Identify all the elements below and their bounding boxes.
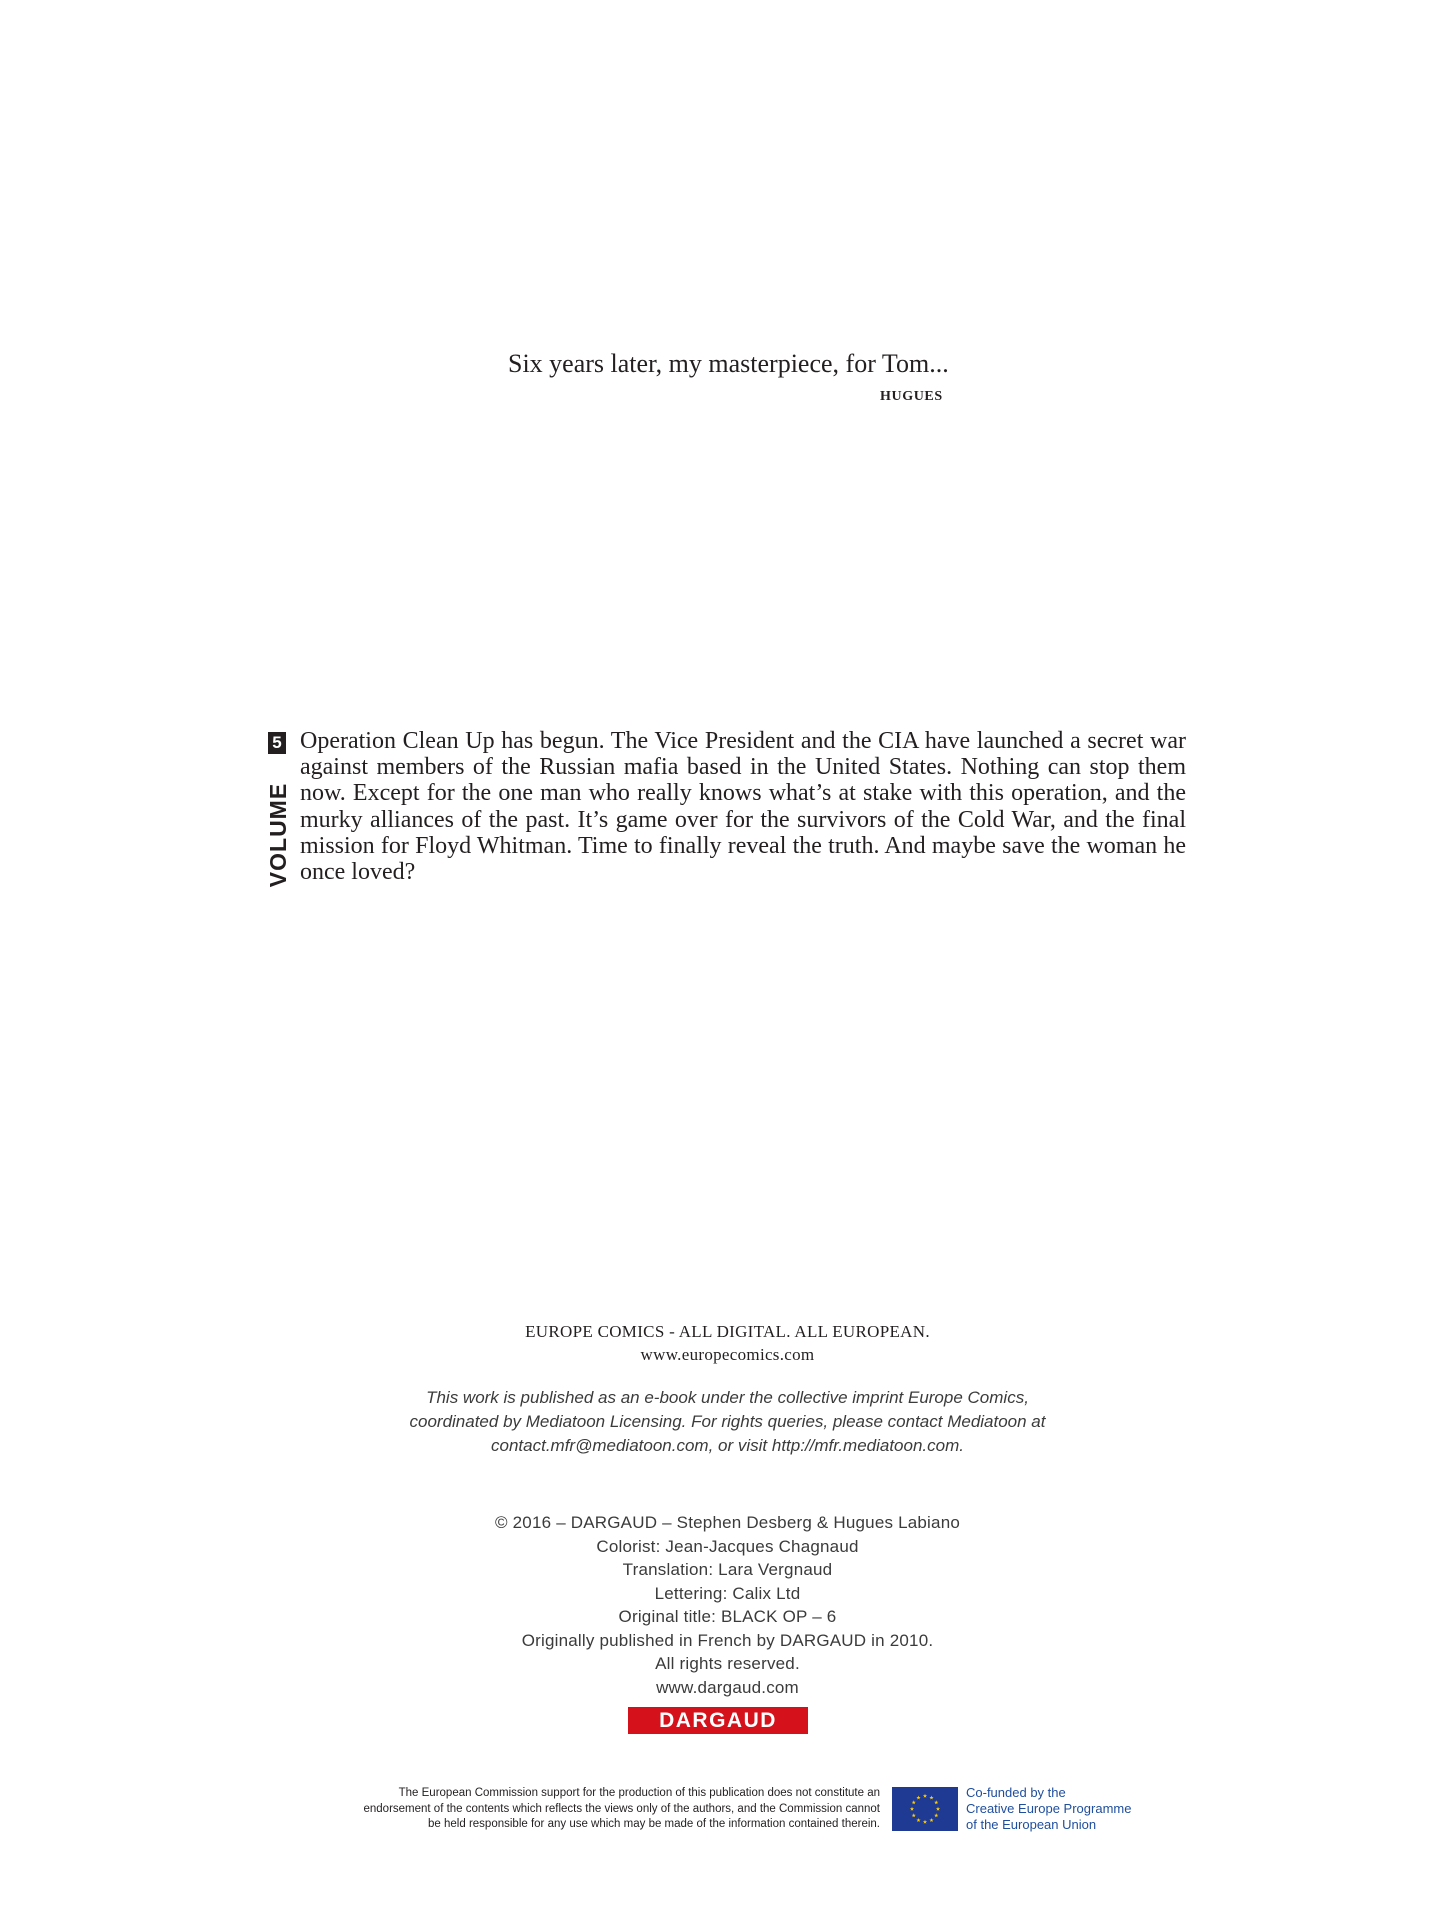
eu-cofunded [966,1785,1131,1833]
eu-star-icon [934,1800,938,1804]
dedication-author: HUGUES [880,389,943,404]
eu-star-icon [910,1807,914,1811]
rights-notice-line: coordinated by Mediatoon Licensing. For rights queries, please contact Mediatoon at [409,1412,1046,1431]
dargaud-url[interactable]: www.dargaud.com [656,1677,799,1697]
eu-disclaimer-line: be held responsible for any use which may be made of the information contained therein. [428,1818,880,1830]
eu-star-icon [912,1800,916,1804]
eu-star-icon [934,1813,938,1817]
publisher-block [0,1320,1455,1366]
lettering-line: Lettering: Calix Ltd [654,1583,801,1603]
eu-flag-icon [892,1787,958,1831]
rights-reserved-line: All rights reserved. [655,1654,800,1673]
copyright-line: © 2016 – DARGAUD – Stephen Desberg & Hugues Labiano [495,1513,960,1532]
eu-disclaimer [270,1786,880,1833]
eu-star-icon [923,1794,927,1798]
eu-cofunded-line: of the European Union [966,1817,1097,1832]
credits [0,1511,1455,1699]
eu-star-icon [929,1796,933,1800]
original-publication-line: Originally published in French by DARGAUD in 2010. [521,1630,934,1650]
eu-cofunded-line: Co-funded by the [966,1785,1066,1800]
rights-notice-line: contact.mfr@mediatoon.com, or visit http://mfr.mediatoon.com. [491,1436,964,1455]
eu-star-icon [912,1813,916,1817]
translation-line: Translation: Lara Vergnaud [622,1560,833,1579]
colorist-line: Colorist: Jean-Jacques Chagnaud [596,1536,859,1556]
volume-label [265,732,296,902]
volume-word: VOLUME [265,782,291,888]
eu-star-icon [916,1796,920,1800]
rights-notice-line: This work is published as an e-book under the collective imprint Europe Comics, [426,1388,1029,1407]
eu-star-icon [929,1818,933,1822]
original-title-line: Original title: BLACK OP – 6 [618,1607,837,1626]
synopsis: Operation Clean Up has begun. The Vice President and the CIA have launched a secret war against members of the Russian mafia based in the United States. Nothing can stop them now. Except for the one man who really knows what’s at stake with this operation, and the murky alliances of the past. It’s game over for the survivors of the Cold War, and the final mission for Floyd Whitman. Time to finally reveal the truth. And maybe save the woman he once loved? [300,728,1186,886]
eu-star-icon [936,1807,940,1811]
rights-notice [0,1386,1455,1458]
dedication-text: Six years later, my masterpiece, for Tom... [508,349,949,378]
eu-disclaimer-line: The European Commission support for the production of this publication does not constitute an [398,1787,880,1799]
eu-cofunded-line: Creative Europe Programme [966,1801,1132,1816]
publisher-tagline: EUROPE COMICS - ALL DIGITAL. ALL EUROPEAN. [525,1322,930,1341]
dedication [508,347,968,404]
eu-star-icon [916,1818,920,1822]
dargaud-logo: DARGAUD [628,1707,808,1734]
publisher-url[interactable]: www.europecomics.com [640,1345,815,1364]
volume-number: 5 [268,732,286,754]
eu-stars-icon [892,1787,958,1831]
eu-disclaimer-line: endorsement of the contents which reflects the views only of the authors, and the Commission cannot [363,1802,880,1815]
eu-star-icon [923,1820,927,1824]
